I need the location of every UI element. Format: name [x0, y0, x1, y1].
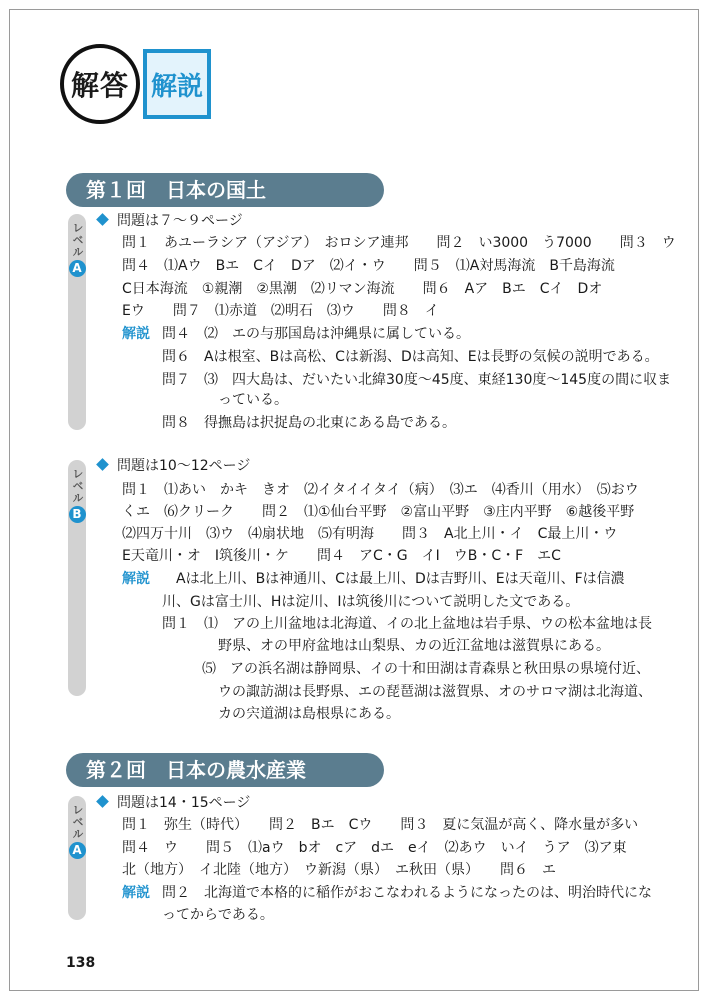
explanation-line: 問１ ⑴ アの上川盆地は北海道、イの北上盆地は岩手県、ウの松本盆地は長 [162, 616, 652, 632]
section-title-1 [66, 173, 384, 207]
diamond-icon [96, 458, 109, 471]
answer-line: 問１ あユーラシア（アジア） おロシア連邦 問２ い3000 う7000 問３ ウ [122, 235, 676, 251]
answer-line: Eウ 問７ ⑴赤道 ⑵明石 ⑶ウ 問８ イ [122, 303, 439, 319]
explanation-line: ウの諏訪湖は長野県、エの琵琶湖は滋賀県、オのサロマ湖は北海道、 [218, 684, 652, 700]
answer-line: C日本海流 ①親潮 ②黒潮 ⑵リマン海流 問６ Aア Bエ Cイ Dオ [122, 281, 603, 297]
explanation-line: 問８ 得撫島は択捉島の北東にある島である。 [162, 415, 456, 431]
page-number: 138 [66, 955, 96, 971]
section-number: 第２回 [86, 758, 146, 782]
level-a-bar [68, 796, 86, 920]
answer-line: くエ ⑹クリーク 問２ ⑴①仙台平野 ②富山平野 ③庄内平野 ⑥越後平野 [122, 504, 635, 520]
answer-line: 問１ 弥生（時代） 問２ Bエ Cウ 問３ 夏に気温が高く、降水量が多い [122, 817, 639, 833]
level-label: レベル [71, 222, 84, 258]
level-b-badge: B [69, 506, 86, 523]
section-title-text: 日本の農水産業 [166, 758, 306, 782]
explanation-line: 問２ 北海道で本格的に稲作がおこなわれるようになったのは、明治時代にな [162, 885, 652, 901]
answer-line: 問１ ⑴あい かキ きオ ⑵イタイイタイ（病） ⑶エ ⑷香川（用水） ⑸おウ [122, 482, 639, 498]
section-title-text: 日本の国土 [166, 178, 266, 202]
answer-line: ⑵四万十川 ⑶ウ ⑷扇状地 ⑸有明海 問３ A北上川・イ C最上川・ウ [122, 526, 618, 542]
explanation-line: カの宍道湖は島根県にある。 [218, 706, 400, 722]
level-label: レベル [71, 804, 84, 840]
explanation-line: 問７ ⑶ 四大島は、だいたい北緯30度〜45度、東経130度〜145度の間に収ま [162, 372, 672, 388]
explanation-line: ってからである。 [162, 907, 274, 923]
answer-line: E天竜川・オ I筑後川・ケ 問４ アC・G イI ウB・C・F エC [122, 548, 561, 564]
answer-line: 北（地方） イ北陸（地方） ウ新潟（県） エ秋田（県） 問６ エ [122, 862, 556, 878]
kaisetsu-label: 解説 [122, 326, 150, 342]
explanation-line: 野県、オの甲府盆地は山梨県、カの近江盆地は滋賀県にある。 [218, 638, 610, 654]
kaisetsu-heading-badge: 解説 [143, 49, 211, 119]
explanation-line: 問４ ⑵ エの与那国島は沖縄県に属している。 [162, 326, 470, 342]
section-title-2 [66, 753, 384, 787]
answer-line: 問４ ⑴Aウ Bエ Cイ Dア ⑵イ・ウ 問５ ⑴A対馬海流 B千島海流 [122, 258, 615, 274]
diamond-icon [96, 213, 109, 226]
explanation-line: っている。 [218, 392, 288, 408]
kaitou-heading-badge: 解答 [60, 44, 140, 124]
answer-line: 問４ ウ 問５ ⑴aウ bオ cア dエ eイ ⑵あウ いイ うア ⑶ア東 [122, 840, 627, 856]
s1a-pages: 問題は７〜９ページ [96, 210, 243, 232]
level-a-badge: A [69, 842, 86, 859]
explanation-line: 川、Gは富士川、Hは淀川、Iは筑後川について説明した文である。 [162, 594, 580, 610]
diamond-icon [96, 795, 109, 808]
level-label: レベル [71, 468, 84, 504]
level-a-badge: A [69, 260, 86, 277]
explanation-line: Aは北上川、Bは神通川、Cは最上川、Dは吉野川、Eは天竜川、Fは信濃 [176, 571, 625, 587]
explanation-line: ⑸ アの浜名湖は静岡県、イの十和田湖は青森県と秋田県の県境付近、 [202, 661, 650, 677]
explanation-line: 問６ Aは根室、Bは高松、Cは新潟、Dは高知、Eは長野の気候の説明である。 [162, 349, 659, 365]
s1b-pages: 問題は10〜12ページ [96, 455, 250, 477]
level-b-bar [68, 460, 86, 696]
level-a-bar [68, 214, 86, 430]
kaisetsu-label: 解説 [122, 571, 150, 587]
s2a-pages: 問題は14・15ページ [96, 792, 250, 814]
section-number: 第１回 [86, 178, 146, 202]
kaisetsu-label: 解説 [122, 885, 150, 901]
